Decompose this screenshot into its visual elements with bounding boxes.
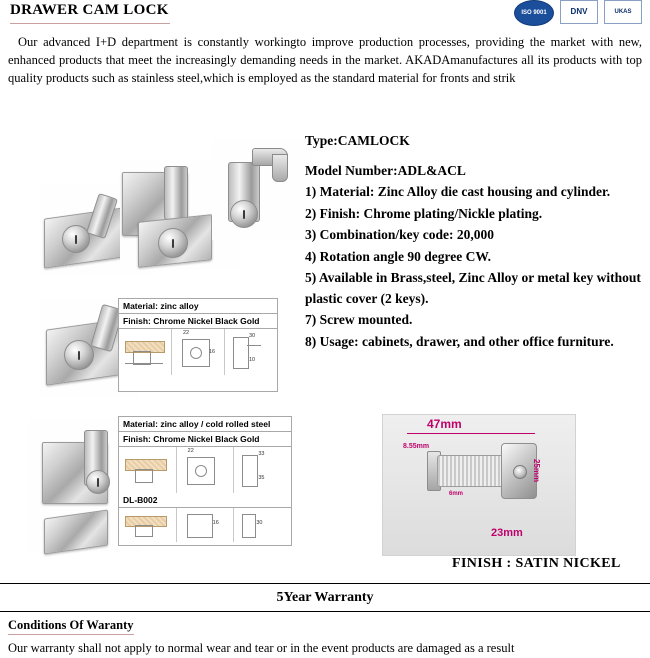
ukas-badge bbox=[604, 0, 642, 24]
spec-table-two-model: DL-B002 bbox=[119, 493, 291, 508]
spec-item: 2) Finish: Chrome plating/Nickle plating. bbox=[305, 205, 543, 221]
spec-table-one bbox=[118, 298, 278, 392]
product-photo-satin-nickel bbox=[382, 414, 576, 556]
spec-table-two-diagrams bbox=[119, 447, 291, 493]
dim-label: 16 bbox=[212, 520, 219, 526]
diagram-front-view-2 bbox=[177, 447, 235, 493]
dim-small-label: 6mm bbox=[449, 491, 464, 497]
dim-width-label: 47mm bbox=[427, 417, 462, 431]
dim-label: 30 bbox=[249, 333, 256, 339]
footer-divider-bottom bbox=[0, 611, 650, 612]
diagram-installation bbox=[119, 329, 172, 375]
dim-label: 33 bbox=[258, 451, 265, 457]
dim-label: 35 bbox=[258, 475, 265, 481]
spec-item: 4) Rotation angle 90 degree CW. bbox=[305, 248, 491, 264]
intro-text: Our advanced I+D department is constantly workingto improve production processes, providing the market with new, enhanced products that meet the increasingly demanding needs in the market. AKADAmanufactures all its products with top quality products such as stainless steel,which is employed as the standard material for fronts and strik bbox=[8, 35, 642, 85]
diagram-installation-3 bbox=[119, 508, 177, 542]
spec-items bbox=[305, 182, 645, 352]
intro-paragraph bbox=[8, 34, 642, 87]
spec-type: Type:CAMLOCK bbox=[305, 133, 410, 148]
spec-table-two-diagrams-2 bbox=[119, 508, 291, 542]
diagram-side-view-2 bbox=[234, 447, 291, 493]
warranty-heading: 5Year Warranty bbox=[276, 590, 374, 605]
spec-item: 5) Available in Brass,steel, Zinc Alloy or metal key without plastic cover (2 keys). bbox=[305, 270, 641, 306]
spec-table-two-finish: Finish: Chrome Nickel Black Gold bbox=[119, 432, 291, 447]
spec-item: 8) Usage: cabinets, drawer, and other office furniture. bbox=[305, 333, 614, 349]
diagram-front-view-3 bbox=[177, 508, 235, 542]
diagram-side-view-3 bbox=[234, 508, 291, 542]
conditions-text: Our warranty shall not apply to normal wear and tear or in the event products are damaged as a result bbox=[8, 641, 515, 655]
iso-badge bbox=[514, 0, 554, 26]
dim-label: 16 bbox=[209, 349, 216, 355]
spec-table-two bbox=[118, 416, 292, 546]
spec-table-two-material: Material: zinc alloy / cold rolled steel bbox=[119, 417, 291, 432]
page-title: DRAWER CAM LOCK bbox=[10, 2, 169, 18]
certification-badges bbox=[514, 0, 642, 26]
dim-label: 22 bbox=[183, 330, 190, 336]
finish-caption: FINISH : SATIN NICKEL bbox=[452, 556, 621, 571]
spec-model: Model Number:ADL&ACL bbox=[305, 162, 466, 178]
diagram-side-view bbox=[225, 329, 277, 375]
diagram-front-view bbox=[172, 329, 225, 375]
conditions-title: Conditions Of Waranty bbox=[8, 618, 134, 635]
dim-thread-label: 8.55mm bbox=[403, 443, 430, 450]
spec-item: 7) Screw mounted. bbox=[305, 312, 413, 328]
footer-divider-top bbox=[0, 583, 650, 584]
product-photo-cam-lock bbox=[212, 140, 312, 240]
spec-item: 3) Combination/key code: 20,000 bbox=[305, 227, 494, 243]
specification-list bbox=[305, 131, 645, 353]
title-underline bbox=[10, 23, 170, 24]
dim-label: 22 bbox=[187, 448, 194, 454]
dim-label: 10 bbox=[249, 357, 256, 363]
dim-body-width-label: 23mm bbox=[491, 527, 523, 539]
spec-item: 1) Material: Zinc Alloy die cast housing and cylinder. bbox=[305, 184, 611, 200]
ukas-badge-label: UKAS bbox=[614, 8, 632, 15]
spec-table-one-diagrams bbox=[119, 329, 277, 375]
dim-head-height-label: 25mm bbox=[532, 459, 541, 483]
spec-table-one-material: Material: zinc alloy bbox=[119, 299, 277, 314]
dnv-badge-label: DNV bbox=[570, 6, 588, 16]
iso-badge-label: ISO 9001 bbox=[521, 9, 547, 16]
dim-label: 30 bbox=[256, 520, 263, 526]
diagram-installation-2 bbox=[119, 447, 177, 493]
spec-table-one-finish: Finish: Chrome Nickel Black Gold bbox=[119, 314, 277, 329]
dnv-badge bbox=[560, 0, 598, 24]
